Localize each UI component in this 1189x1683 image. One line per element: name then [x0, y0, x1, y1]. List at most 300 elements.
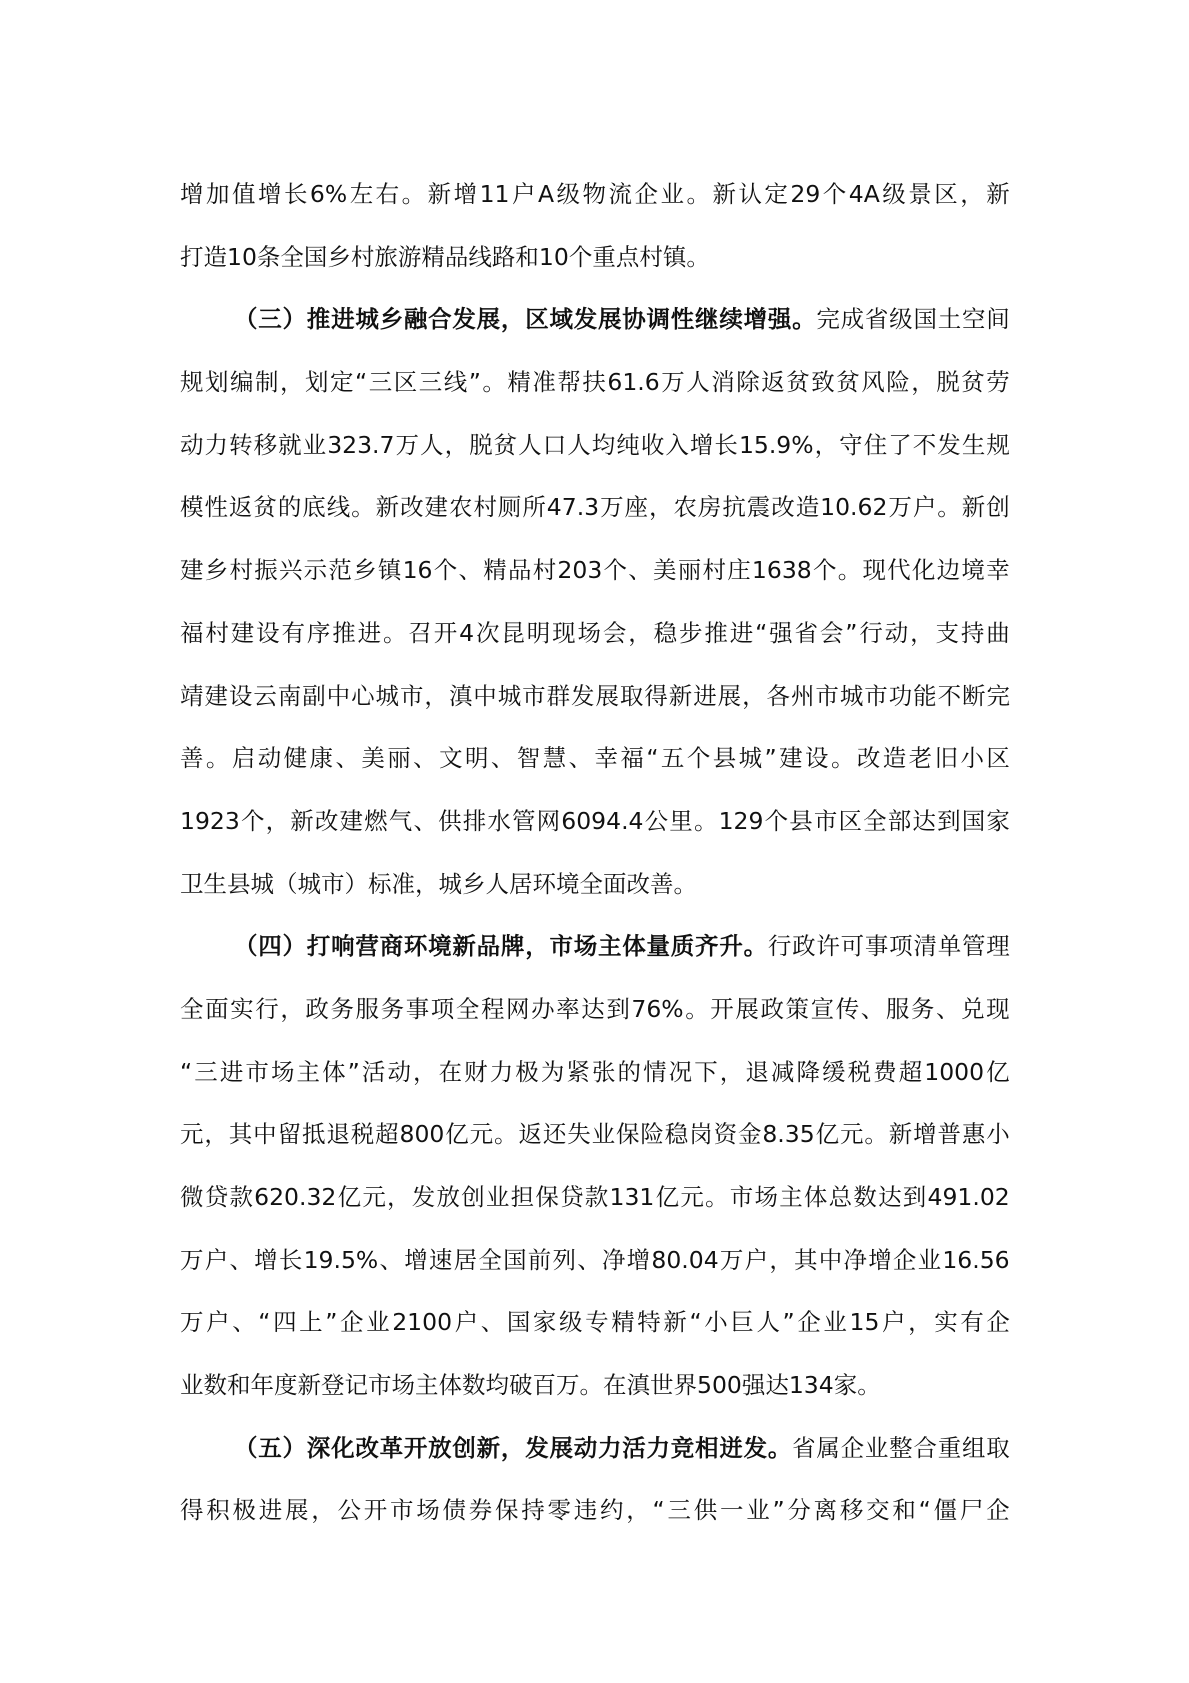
- paragraph-text: 降: [796, 1057, 820, 1086]
- paragraph-text: 市: [864, 681, 888, 710]
- paragraph-text: 业: [302, 430, 327, 459]
- paragraph-text: 元: [680, 1183, 704, 1211]
- paragraph-text: 燃: [364, 806, 388, 835]
- paragraph-text: 住: [863, 430, 888, 459]
- paragraph-text: 贷: [204, 1183, 229, 1211]
- paragraph-text: 境: [961, 556, 985, 585]
- heading-text: 。: [743, 932, 768, 961]
- paragraph-text: 发: [411, 1183, 436, 1211]
- paragraph-text: 属: [816, 1433, 840, 1462]
- paragraph-text: 业: [591, 1120, 616, 1149]
- paragraph-text: 。: [685, 994, 709, 1023]
- paragraph-text: 在: [438, 1057, 463, 1086]
- paragraph-text: 消: [711, 368, 735, 397]
- paragraph-text: 场: [270, 1057, 295, 1086]
- paragraph-text: 个: [822, 180, 847, 208]
- paragraph-text: 城: [438, 869, 462, 898]
- paragraph-text: 市: [368, 1371, 392, 1400]
- paragraph-text: 年: [250, 1371, 274, 1400]
- heading-text: 打: [306, 932, 331, 961]
- paragraph-text: 人: [567, 430, 591, 459]
- paragraph-text: 昆: [501, 618, 525, 647]
- paragraph-text: 划: [205, 368, 229, 397]
- paragraph-text: 长: [278, 1245, 303, 1274]
- paragraph-text: 所: [522, 493, 546, 522]
- paragraph-text: 不: [912, 430, 937, 459]
- paragraph-text: 开: [433, 618, 458, 647]
- paragraph-text: 不: [937, 681, 962, 710]
- heading-text: 增: [743, 305, 768, 334]
- paragraph-text: 现: [552, 618, 576, 647]
- heading-text: 五: [258, 1433, 282, 1462]
- paragraph-text: 缓: [822, 1057, 846, 1086]
- paragraph-text: ，: [742, 681, 766, 710]
- paragraph-text: 稳: [664, 1120, 689, 1149]
- heading-text: 力: [646, 1433, 671, 1462]
- paragraph-text: 善: [650, 869, 674, 898]
- paragraph-text: 企: [986, 1496, 1010, 1525]
- paragraph-text: ”: [772, 1496, 785, 1525]
- paragraph-text: 度: [274, 1371, 298, 1400]
- paragraph-text: 。: [705, 1183, 729, 1211]
- paragraph-text: 设: [805, 744, 829, 773]
- paragraph-text: 总: [828, 1183, 853, 1211]
- paragraph-text: 特: [637, 1308, 661, 1337]
- paragraph-text: 分: [787, 1496, 811, 1525]
- paragraph-text: 改: [314, 806, 339, 835]
- paragraph-text: 达: [581, 994, 605, 1023]
- paragraph-text: 脱: [469, 430, 493, 459]
- paragraph-text: 幸: [986, 556, 1010, 585]
- paragraph-text: 合: [913, 1433, 937, 1462]
- paragraph-text: ”: [325, 1308, 338, 1337]
- paragraph-text: 业: [746, 1496, 770, 1525]
- paragraph-text: 市: [245, 1057, 269, 1086]
- paragraph-text: 6%: [309, 180, 348, 208]
- paragraph-text: “: [355, 368, 368, 397]
- paragraph-text: 业: [823, 1308, 847, 1337]
- paragraph-text: 场: [416, 1496, 440, 1525]
- paragraph-text: 改: [771, 493, 795, 522]
- paragraph-text: 留: [277, 1120, 302, 1149]
- paragraph-text: 断: [962, 681, 986, 710]
- paragraph-text: 能: [913, 681, 937, 710]
- paragraph-text: 编: [230, 368, 254, 397]
- paragraph-text: 亿: [655, 1183, 680, 1211]
- paragraph-text: 47.3: [546, 493, 600, 522]
- paragraph-text: 供: [438, 806, 462, 835]
- heading-text: 开: [403, 1433, 428, 1462]
- paragraph-text: 建: [204, 681, 228, 710]
- heading-text: 四: [258, 932, 282, 961]
- paragraph-text: 三: [194, 1057, 218, 1086]
- paragraph-text: 值: [231, 180, 256, 208]
- paragraph-text: 市: [813, 806, 838, 835]
- paragraph-text: 情: [643, 1057, 667, 1086]
- paragraph-text: 人: [756, 1308, 780, 1337]
- paragraph-text: 贫: [253, 493, 277, 522]
- paragraph-text: 取: [619, 681, 644, 710]
- paragraph-text: 203: [557, 556, 603, 585]
- paragraph-text: 善: [180, 744, 204, 773]
- heading-text: 。: [792, 305, 816, 334]
- paragraph-text: 增: [626, 1245, 651, 1274]
- paragraph-text: 村: [229, 556, 253, 585]
- paragraph-text: 模: [180, 493, 204, 522]
- paragraph-text: 尸: [959, 1496, 984, 1525]
- paragraph-text: 人: [485, 869, 509, 898]
- paragraph-text: 制: [255, 368, 279, 397]
- paragraph-text: 新: [986, 180, 1010, 208]
- paragraph-text: 省: [794, 618, 819, 647]
- paragraph-text: 美: [652, 556, 677, 585]
- heading-text: 新: [452, 932, 476, 961]
- paragraph-text: 新: [961, 493, 986, 522]
- paragraph-text: “: [258, 1308, 271, 1337]
- paragraph-text: 城: [738, 744, 763, 773]
- heading-text: 新: [476, 1433, 501, 1462]
- paragraph-text: 品: [444, 242, 469, 271]
- paragraph-text: 增: [254, 1245, 278, 1274]
- paragraph-text: 。: [482, 368, 506, 397]
- paragraph-text: 定: [330, 368, 354, 397]
- paragraph-text: 左: [349, 180, 374, 208]
- paragraph-text: 幸: [594, 744, 618, 773]
- paragraph-text: 列: [552, 1245, 576, 1274]
- paragraph-text: 2100: [392, 1308, 453, 1337]
- paragraph-text: ，: [415, 869, 439, 898]
- paragraph-text: 新: [297, 1371, 321, 1400]
- paragraph-text: 户: [454, 1308, 479, 1337]
- paragraph-text: 户: [882, 1308, 906, 1337]
- heading-text: 量: [646, 932, 671, 961]
- paragraph-text: ，: [814, 430, 839, 459]
- paragraph-text: 级: [559, 1308, 583, 1337]
- paragraph-text: 里: [669, 806, 693, 835]
- paragraph-text: 。: [205, 744, 230, 773]
- paragraph-text: 业: [485, 1183, 510, 1211]
- paragraph-text: 次: [475, 618, 500, 647]
- paragraph-text: 兴: [278, 556, 303, 585]
- paragraph-text: ，: [387, 1183, 411, 1211]
- paragraph-text: 风: [861, 368, 885, 397]
- text-line: [180, 1041, 1010, 1104]
- paragraph-text: 强: [769, 618, 793, 647]
- heading-text: 环: [403, 932, 428, 961]
- paragraph-text: 帮: [557, 368, 581, 397]
- paragraph-text: 行: [767, 932, 792, 961]
- paragraph-text: 前: [527, 1245, 552, 1274]
- paragraph-text: 491.02: [927, 1183, 1010, 1211]
- paragraph-text: 慧: [542, 744, 567, 773]
- paragraph-text: 行: [859, 618, 883, 647]
- paragraph-text: 乡: [327, 242, 351, 271]
- paragraph-text: ，: [413, 1057, 437, 1086]
- paragraph-text: 靖: [180, 681, 204, 710]
- heading-text: 营: [355, 932, 379, 961]
- paragraph-text: 亿: [445, 1120, 469, 1149]
- paragraph-text: 镇: [377, 556, 402, 585]
- paragraph-text: 贷: [560, 1183, 584, 1211]
- paragraph-text: 万: [556, 1371, 580, 1400]
- paragraph-text: A: [537, 180, 555, 208]
- heading-text: 发: [452, 305, 476, 334]
- paragraph-text: 贫: [786, 368, 810, 397]
- paragraph-text: 丽: [387, 744, 411, 773]
- paragraph-text: 准: [391, 869, 415, 898]
- paragraph-text: ，: [628, 618, 652, 647]
- paragraph-text: 增: [180, 180, 204, 208]
- heading-text: ，: [500, 305, 525, 334]
- paragraph-text: 上: [299, 1308, 323, 1337]
- paragraph-text: 项: [430, 994, 455, 1023]
- paragraph-text: 行: [255, 994, 279, 1023]
- heading-text: 强: [767, 305, 792, 334]
- paragraph-text: 有: [960, 1308, 984, 1337]
- paragraph-text: 五: [660, 744, 685, 773]
- paragraph-text: ，: [204, 1120, 228, 1149]
- heading-text: 创: [452, 1433, 476, 1462]
- paragraph-text: “: [180, 1057, 193, 1086]
- paragraph-text: 全: [478, 1245, 502, 1274]
- paragraph-text: 召: [408, 618, 432, 647]
- heading-text: 相: [695, 1433, 719, 1462]
- paragraph-text: 税: [847, 1057, 872, 1086]
- paragraph-text: 点: [615, 242, 640, 271]
- paragraph-text: 到: [902, 1183, 927, 1211]
- paragraph-text: 间: [986, 305, 1010, 334]
- paragraph-text: 物: [582, 180, 607, 208]
- paragraph-text: 区: [986, 744, 1010, 773]
- paragraph-text: 其: [228, 1120, 253, 1149]
- paragraph-text: 村: [205, 618, 229, 647]
- paragraph-text: 城: [375, 681, 399, 710]
- paragraph-text: 户: [912, 493, 937, 522]
- paragraph-text: 专: [585, 1308, 609, 1337]
- paragraph-text: 万: [180, 1245, 204, 1274]
- paragraph-text: 。: [383, 618, 407, 647]
- paragraph-text: 市: [399, 681, 424, 710]
- paragraph-text: 网: [536, 806, 561, 835]
- paragraph-text: 务: [380, 994, 405, 1023]
- heading-text: 改: [355, 1433, 379, 1462]
- paragraph-text: 公: [337, 1496, 361, 1525]
- paragraph-text: 明: [526, 618, 551, 647]
- text-line: [180, 1103, 1010, 1166]
- paragraph-text: 整: [889, 1433, 913, 1462]
- paragraph-text: 万: [600, 493, 624, 522]
- paragraph-text: 国: [506, 1308, 531, 1337]
- text-line: [180, 1291, 1010, 1354]
- paragraph-text: 8.35: [762, 1120, 815, 1149]
- paragraph-text: 造: [795, 493, 820, 522]
- paragraph-text: 全: [455, 994, 480, 1023]
- paragraph-text: 建: [230, 618, 255, 647]
- paragraph-text: 。: [579, 1371, 603, 1400]
- paragraph-text: 流: [608, 180, 633, 208]
- paragraph-text: 空: [961, 305, 986, 334]
- paragraph-text: ，: [311, 1496, 335, 1525]
- paragraph-text: 务: [910, 994, 935, 1023]
- paragraph-text: 500: [697, 1371, 742, 1400]
- heading-text: 调: [646, 305, 671, 334]
- paragraph-text: 和: [892, 1496, 916, 1525]
- paragraph-text: （: [274, 869, 298, 898]
- paragraph-text: “: [689, 1308, 702, 1337]
- text-line: [180, 1354, 1010, 1417]
- paragraph-text: 抗: [722, 493, 746, 522]
- heading-text: 品: [476, 932, 501, 961]
- paragraph-text: 增: [453, 180, 478, 208]
- paragraph-text: 一: [719, 1496, 744, 1525]
- paragraph-text: 极: [515, 1057, 539, 1086]
- paragraph-text: 业: [917, 1245, 942, 1274]
- paragraph-text: 国: [913, 305, 937, 334]
- paragraph-text: 得: [644, 681, 668, 710]
- paragraph-text: 、: [568, 744, 593, 773]
- paragraph-text: 力: [489, 1057, 514, 1086]
- paragraph-text: 境: [556, 869, 580, 898]
- paragraph-text: 万: [888, 493, 912, 522]
- paragraph-text: 131: [609, 1183, 655, 1211]
- paragraph-text: 10: [227, 242, 257, 271]
- paragraph-text: 约: [600, 1496, 624, 1525]
- paragraph-text: 心: [351, 681, 375, 710]
- paragraph-text: 划: [305, 368, 329, 397]
- paragraph-text: 积: [206, 1496, 230, 1525]
- paragraph-text: 贫: [961, 368, 985, 397]
- paragraph-text: 稳: [653, 618, 678, 647]
- paragraph-text: 的: [277, 493, 302, 522]
- paragraph-text: ，: [769, 1245, 793, 1274]
- paragraph-text: 重: [592, 242, 616, 271]
- paragraph-text: 惠: [961, 1120, 986, 1149]
- paragraph-text: 动: [884, 618, 909, 647]
- paragraph-text: 市: [390, 1496, 414, 1525]
- paragraph-text: 滇: [448, 681, 473, 710]
- paragraph-text: 部: [887, 806, 912, 835]
- paragraph-text: 人: [686, 368, 710, 397]
- heading-text: （: [234, 932, 258, 961]
- paragraph-text: 设: [256, 618, 280, 647]
- paragraph-text: 座: [624, 493, 649, 522]
- paragraph-text: 全: [280, 242, 304, 271]
- paragraph-text: 、: [480, 1308, 505, 1337]
- paragraph-text: 、: [936, 994, 960, 1023]
- paragraph-text: 元: [839, 1120, 864, 1149]
- paragraph-text: 线: [468, 242, 492, 271]
- paragraph-text: 中: [818, 1245, 843, 1274]
- paragraph-text: 创: [986, 493, 1010, 522]
- paragraph-text: 水: [487, 806, 511, 835]
- paragraph-text: 数: [462, 1371, 486, 1400]
- heading-text: 展: [476, 305, 501, 334]
- paragraph-text: 10: [538, 242, 569, 271]
- paragraph-text: 。: [937, 493, 961, 522]
- paragraph-text: 各: [766, 681, 790, 710]
- paragraph-text: 、: [628, 556, 652, 585]
- paragraph-text: ”: [845, 618, 858, 647]
- paragraph-text: 改: [856, 744, 881, 773]
- paragraph-text: 入: [665, 430, 689, 459]
- paragraph-text: 居: [509, 869, 533, 898]
- paragraph-text: 乡: [204, 556, 229, 585]
- heading-text: 主: [597, 932, 622, 961]
- paragraph-text: 人: [518, 430, 542, 459]
- paragraph-text: 规: [986, 430, 1010, 459]
- heading-text: ，: [525, 932, 549, 961]
- paragraph-text: 区: [934, 180, 958, 208]
- heading-text: 牌: [500, 932, 525, 961]
- paragraph-text: 达: [765, 1371, 789, 1400]
- paragraph-text: 全: [579, 869, 603, 898]
- paragraph-text: 中: [253, 1120, 277, 1149]
- paragraph-text: 新: [888, 1120, 913, 1149]
- paragraph-text: 服: [355, 994, 380, 1023]
- heading-text: 合: [428, 305, 452, 334]
- paragraph-text: 财: [464, 1057, 488, 1086]
- paragraph-text: 进: [219, 1057, 244, 1086]
- paragraph-text: 了: [888, 430, 912, 459]
- paragraph-text: 事: [864, 932, 889, 961]
- text-line: [180, 1166, 1010, 1229]
- paragraph-text: 劳: [986, 368, 1010, 397]
- paragraph-text: 市: [729, 1183, 754, 1211]
- heading-text: 深: [306, 1433, 331, 1462]
- paragraph-text: 级: [889, 305, 913, 334]
- paragraph-text: 滇: [626, 1371, 650, 1400]
- paragraph-text: “: [918, 1496, 931, 1525]
- paragraph-text: 均: [485, 1371, 509, 1400]
- paragraph-text: 政: [792, 932, 816, 961]
- paragraph-text: 发: [571, 681, 595, 710]
- heading-text: 三: [258, 305, 282, 334]
- paragraph-text: 网: [506, 994, 530, 1023]
- paragraph-text: “: [646, 744, 659, 773]
- paragraph-text: 万: [661, 368, 685, 397]
- heading-text: 域: [549, 305, 573, 334]
- paragraph-text: 品: [507, 556, 532, 585]
- paragraph-text: 管: [961, 932, 986, 961]
- paragraph-text: 传: [835, 994, 860, 1023]
- paragraph-text: ，: [910, 618, 934, 647]
- paragraph-text: 推: [704, 618, 728, 647]
- paragraph-text: 福: [180, 618, 204, 647]
- paragraph-text: 气: [388, 806, 413, 835]
- paragraph-text: 生: [203, 869, 227, 898]
- paragraph-text: 市: [522, 681, 546, 710]
- text-line: [180, 665, 1010, 728]
- paragraph-text: 。: [837, 556, 862, 585]
- paragraph-text: ”: [764, 744, 777, 773]
- paragraph-text: 家: [833, 1371, 858, 1400]
- paragraph-text: 。: [351, 493, 375, 522]
- paragraph-text: 震: [746, 493, 771, 522]
- paragraph-text: 。: [494, 1120, 518, 1149]
- paragraph-text: 区: [838, 806, 862, 835]
- paragraph-text: 户: [512, 180, 536, 208]
- heading-text: 竞: [670, 1433, 695, 1462]
- paragraph-text: 长: [283, 180, 308, 208]
- heading-text: 升: [719, 932, 743, 961]
- heading-text: ，: [500, 1433, 525, 1462]
- paragraph-text: 净: [843, 1245, 867, 1274]
- paragraph-text: 新: [663, 1308, 687, 1337]
- paragraph-text: 百: [532, 1371, 556, 1400]
- paragraph-text: 国: [961, 806, 986, 835]
- paragraph-text: 均: [591, 430, 616, 459]
- paragraph-text: 守: [839, 430, 863, 459]
